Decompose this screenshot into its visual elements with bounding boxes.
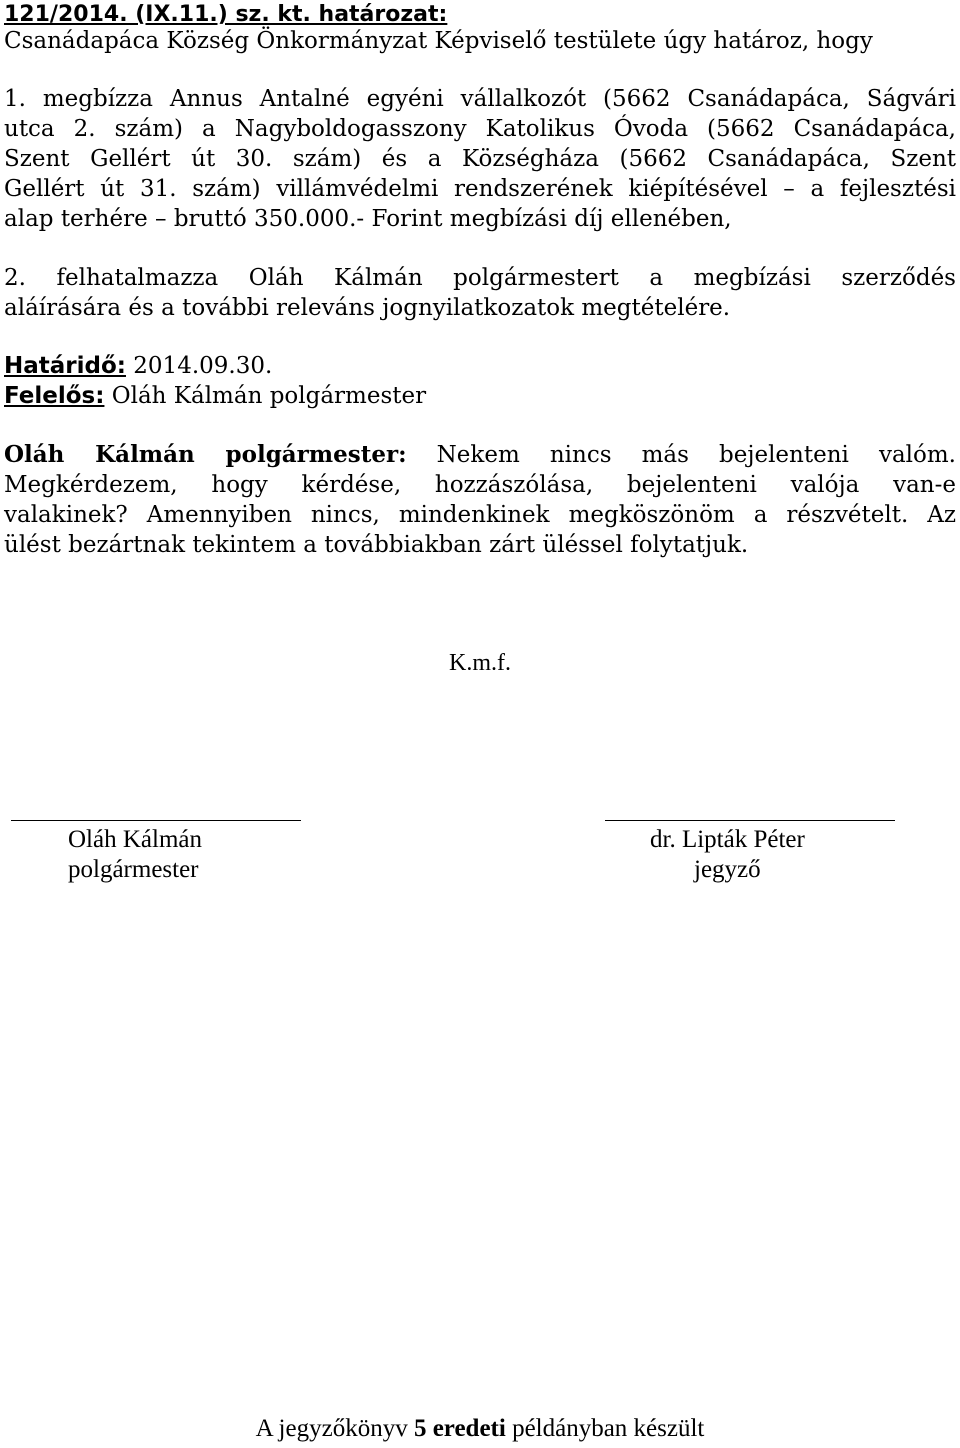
footer-prefix: A jegyzőkönyv bbox=[255, 1415, 414, 1442]
deadline-value: 2014.09.30. bbox=[125, 353, 273, 379]
closing-line bbox=[4, 440, 956, 470]
footer-note bbox=[0, 1415, 960, 1443]
resolution-intro: Csanádapáca Község Önkormányzat Képviselő testülete úgy határoz, hogy bbox=[4, 28, 873, 54]
closing-line: ülést bezártnak tekintem a továbbiakban zárt üléssel folytatjuk. bbox=[4, 532, 749, 558]
closing-speaker: Oláh Kálmán polgármester: bbox=[4, 441, 407, 468]
right-signatory-title: jegyző bbox=[694, 856, 761, 883]
left-signatory-title: polgármester bbox=[68, 856, 199, 883]
left-signature-line bbox=[11, 820, 301, 821]
point1-line: utca 2. szám) a Nagyboldogasszony Katolikus Óvoda (5662 Csanádapáca, bbox=[4, 116, 956, 142]
point2-line: aláírására és a további releváns jognyilatkozatok megtételére. bbox=[4, 295, 731, 321]
point1-line: Gellért út 31. szám) villámvédelmi rendszerének kiépítésével – a fejlesztési bbox=[4, 176, 956, 202]
deadline-label: Határidő: bbox=[4, 353, 126, 379]
responsible-value: Oláh Kálmán polgármester bbox=[104, 383, 427, 409]
deadline bbox=[4, 351, 272, 381]
closing-line1-rest: Nekem nincs más bejelenteni valóm. bbox=[406, 442, 956, 468]
responsible bbox=[4, 381, 426, 411]
point1-line: 1. megbízza Annus Antalné egyéni vállalkozót (5662 Csanádapáca, Ságvári bbox=[4, 86, 956, 112]
closing-line: valakinek? Amennyiben nincs, mindenkinek megköszönöm a részvételt. Az bbox=[4, 502, 956, 528]
closing-line: Megkérdezem, hogy kérdése, hozzászólása, bejelenteni valója van-e bbox=[4, 472, 956, 498]
kmf-label: K.m.f. bbox=[449, 650, 511, 676]
resolution-heading: 121/2014. (IX.11.) sz. kt. határozat: bbox=[4, 2, 448, 27]
footer-suffix: példányban készült bbox=[505, 1415, 705, 1442]
point1-line: alap terhére – bruttó 350.000.- Forint megbízási díj ellenében, bbox=[4, 206, 732, 232]
right-signature-line bbox=[605, 820, 895, 821]
point1-line: Szent Gellért út 30. szám) és a Községháza (5662 Csanádapáca, Szent bbox=[4, 146, 956, 172]
left-signatory-name: Oláh Kálmán bbox=[68, 826, 202, 853]
right-signatory-name: dr. Lipták Péter bbox=[650, 826, 805, 853]
footer-bold: 5 eredeti bbox=[413, 1415, 506, 1442]
responsible-label: Felelős: bbox=[4, 383, 105, 409]
point2-line: 2. felhatalmazza Oláh Kálmán polgármestert a megbízási szerződés bbox=[4, 265, 956, 291]
